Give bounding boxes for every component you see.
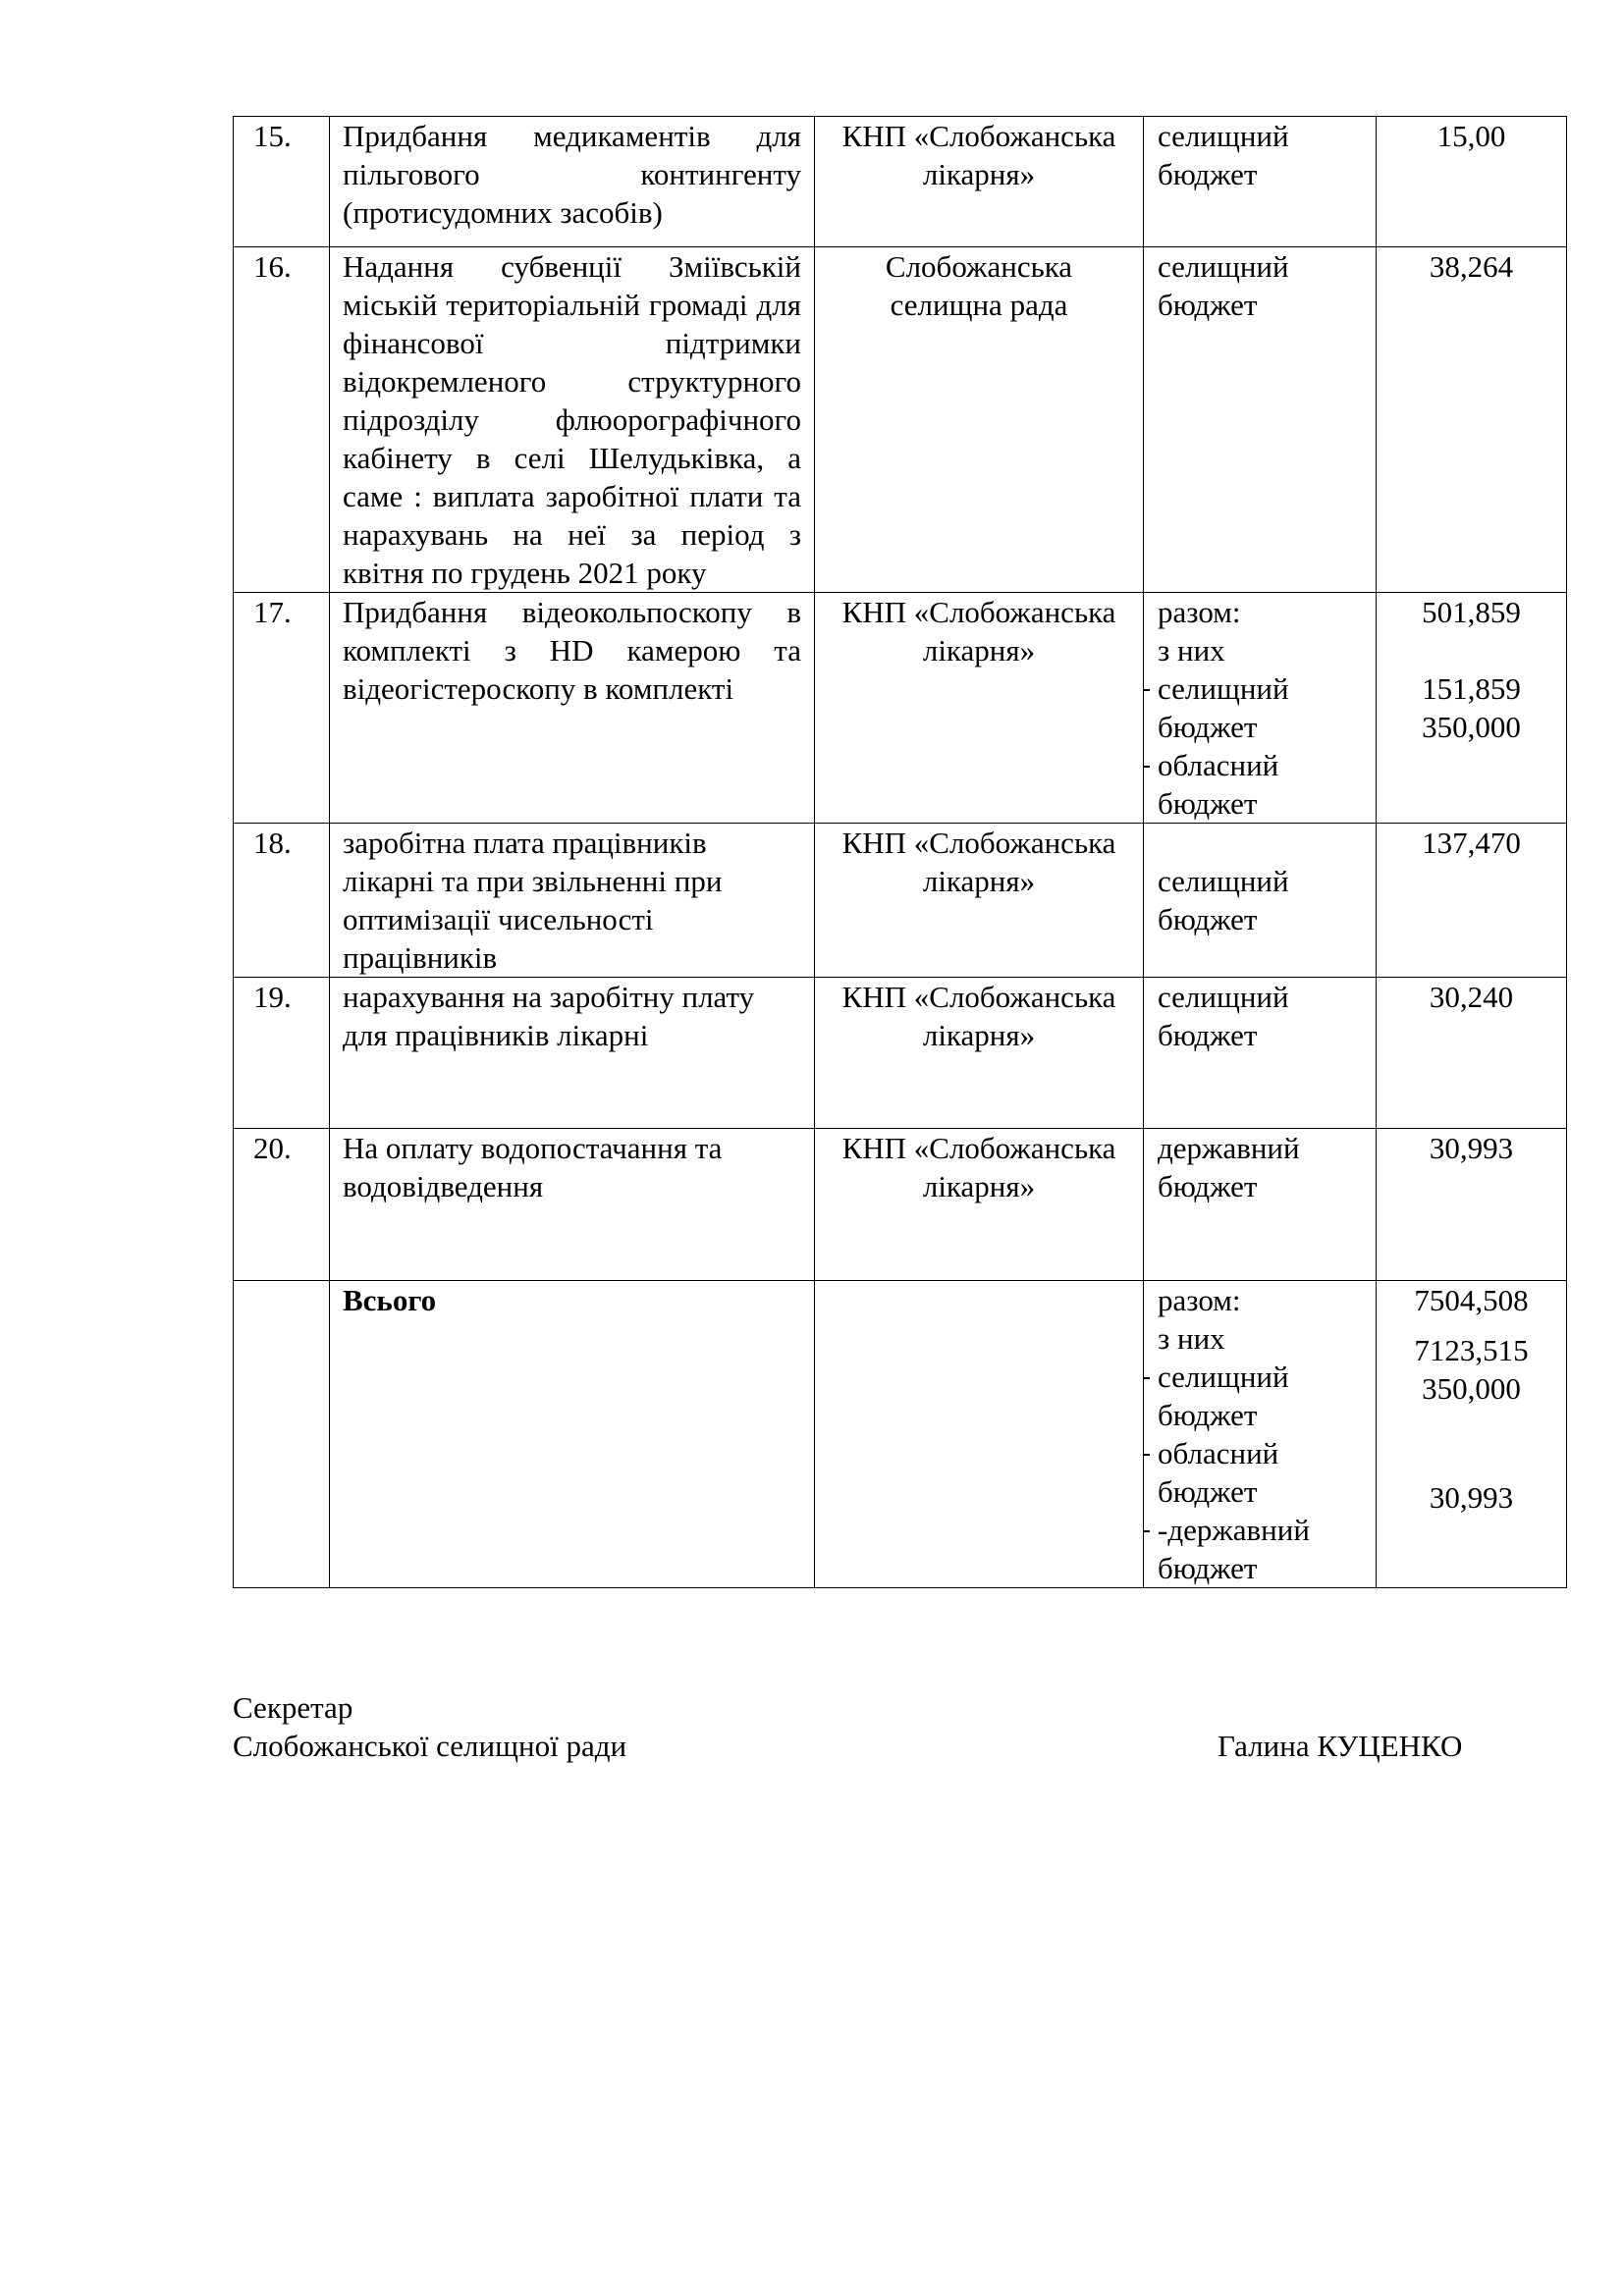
signature-organization: Слобожанської селищної ради (233, 1729, 627, 1763)
source-line: разом: (1158, 1283, 1241, 1317)
amount-value: 30,993 (1429, 1480, 1514, 1515)
row-description: нарахування на заробітну плату для працівників лікарні (330, 978, 815, 1129)
row-source (1144, 824, 1377, 978)
table-row (234, 824, 1567, 978)
row-amount: 137,470 (1377, 824, 1567, 978)
row-description: Надання субвенції Зміївській міській територіальній громаді для фінансової підтримки відокремленого структурного підрозділу флюорографічного кабінету в селі Шелудьківка, а саме : виплата заробітної плати та нарахувань на неї за період з квітня по грудень 2021 року (330, 247, 815, 593)
row-organization: КНП «Слобожанська лікарня» (815, 593, 1144, 824)
source-line: -державний (1158, 1511, 1363, 1549)
amount-value: 7504,508 (1414, 1283, 1529, 1317)
source-line: з них (1158, 1321, 1225, 1356)
row-organization: Слобожанська селищна рада (815, 247, 1144, 593)
row-number: 16. (234, 247, 330, 593)
source-line: селищний (1158, 669, 1363, 708)
source-line: бюджет (1158, 1169, 1258, 1203)
total-number-cell (234, 1281, 330, 1588)
table-row (234, 1129, 1567, 1281)
source-line: разом: (1158, 595, 1241, 629)
amount-value: 7123,515 (1414, 1333, 1529, 1367)
row-description: Придбання відеокольпоскопу в комплекті з HD камерою та відеогістероскопу в комплекті (330, 593, 815, 824)
source-line: селищний (1158, 249, 1289, 284)
total-organization-cell (815, 1281, 1144, 1588)
signature-title: Секретар (233, 1690, 353, 1725)
total-row (234, 1281, 1567, 1588)
total-amount (1377, 1281, 1567, 1588)
row-description: На оплату водопостачання та водовідведення (330, 1129, 815, 1281)
source-line: бюджет (1158, 786, 1258, 821)
source-line: обласний (1158, 1434, 1363, 1472)
signature-name: Галина КУЦЕНКО (1218, 1729, 1463, 1763)
row-amount: 15,00 (1377, 117, 1567, 247)
amount-value: 350,000 (1422, 1371, 1521, 1406)
table-row (234, 593, 1567, 824)
amount-value: 501,859 (1422, 595, 1521, 629)
source-line: бюджет (1158, 1398, 1258, 1432)
row-number: 18. (234, 824, 330, 978)
row-number: 20. (234, 1129, 330, 1281)
total-label: Всього (330, 1281, 815, 1588)
source-line: бюджет (1158, 1551, 1258, 1585)
table-row (234, 978, 1567, 1129)
row-organization: КНП «Слобожанська лікарня» (815, 978, 1144, 1129)
source-line: селищний (1158, 980, 1289, 1014)
row-amount (1377, 593, 1567, 824)
source-line: бюджет (1158, 710, 1258, 744)
row-description: Придбання медикаментів для пільгового контингенту (протисудомних засобів) (330, 117, 815, 247)
row-description: заробітна плата працівників лікарні та при звільненні при оптимізації чисельності працівників (330, 824, 815, 978)
table-row (234, 117, 1567, 247)
budget-table (233, 116, 1567, 1588)
row-organization: КНП «Слобожанська лікарня» (815, 1129, 1144, 1281)
source-line: бюджет (1158, 157, 1258, 191)
row-amount: 30,240 (1377, 978, 1567, 1129)
row-amount: 30,993 (1377, 1129, 1567, 1281)
row-amount: 38,264 (1377, 247, 1567, 593)
amount-value: 151,859 (1422, 671, 1521, 706)
source-line: селищний (1158, 864, 1289, 898)
source-line: бюджет (1158, 902, 1258, 936)
row-number: 19. (234, 978, 330, 1129)
row-number: 17. (234, 593, 330, 824)
row-organization: КНП «Слобожанська лікарня» (815, 824, 1144, 978)
row-organization: КНП «Слобожанська лікарня» (815, 117, 1144, 247)
row-source (1144, 1129, 1377, 1281)
source-line: з них (1158, 633, 1225, 667)
source-line: бюджет (1158, 1018, 1258, 1052)
row-source (1144, 247, 1377, 593)
source-line: бюджет (1158, 288, 1258, 322)
amount-value: 350,000 (1422, 710, 1521, 744)
total-source (1144, 1281, 1377, 1588)
row-source (1144, 117, 1377, 247)
row-source (1144, 978, 1377, 1129)
source-line: державний (1158, 1131, 1300, 1165)
source-line: бюджет (1158, 1474, 1258, 1509)
row-source (1144, 593, 1377, 824)
source-line: селищний (1158, 1358, 1363, 1396)
source-line: обласний (1158, 746, 1363, 784)
table-row (234, 247, 1567, 593)
source-line: селищний (1158, 119, 1289, 153)
row-number: 15. (234, 117, 330, 247)
